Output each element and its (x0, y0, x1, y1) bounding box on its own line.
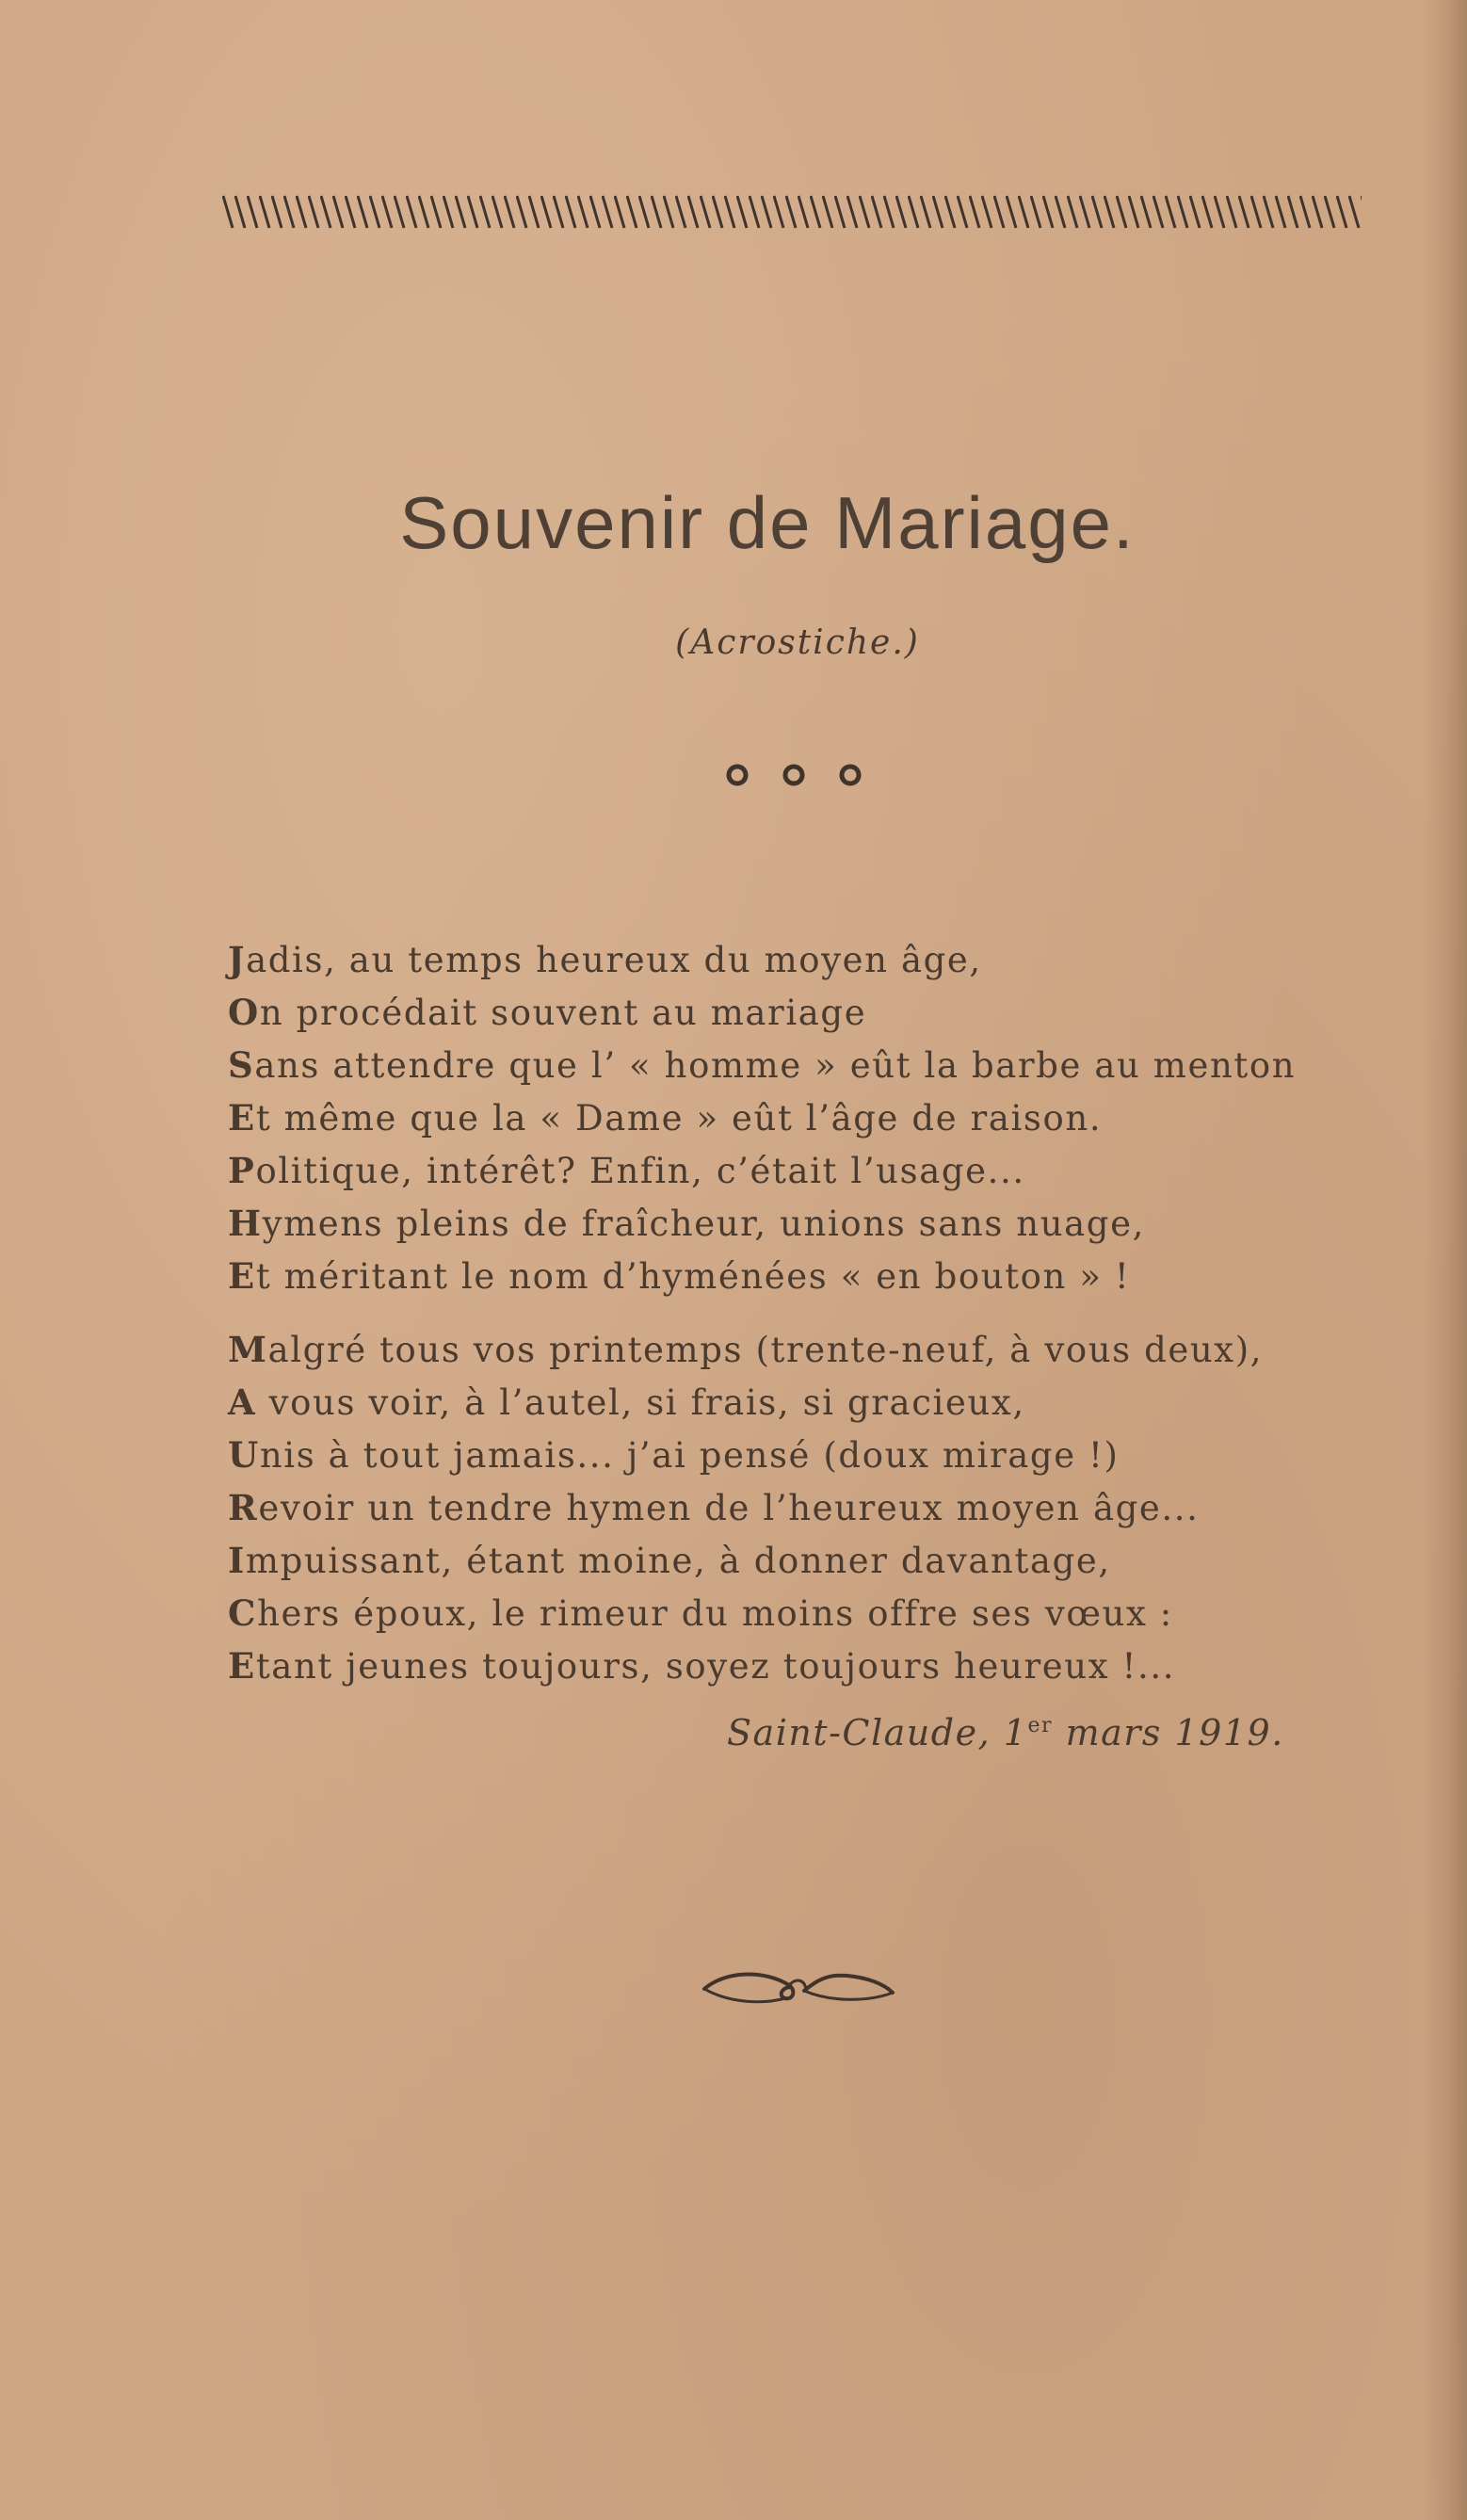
acrostic-initial: O (228, 992, 260, 1033)
poem-line (228, 1481, 1405, 1534)
closing-flourish-ornament (699, 1963, 898, 2013)
acrostic-initial: S (228, 1044, 255, 1086)
line-text: vous voir, à l’autel, si frais, si gracieux, (256, 1382, 1025, 1423)
poem-line (228, 1587, 1405, 1640)
line-text: algré tous vos printemps (trente-neuf, à vous deux), (267, 1330, 1264, 1370)
acrostic-initial: E (228, 1255, 256, 1297)
date-suffix: mars 1919. (1052, 1712, 1284, 1753)
poem-stanza-1 (228, 933, 1405, 1302)
acrostic-initial: P (228, 1150, 256, 1191)
place-and-date (727, 1712, 1284, 1753)
line-text: tant jeunes toujours, soyez toujours heureux !... (255, 1646, 1176, 1687)
line-text: nis à tout jamais... j’ai pensé (doux mirage !) (259, 1435, 1120, 1476)
line-text: ans attendre que l’ « homme » eût la barbe au menton (254, 1045, 1297, 1086)
line-text: ymens pleins de fraîcheur, unions sans nuage, (262, 1203, 1145, 1244)
line-text: olitique, intérêt? Enfin, c’était l’usage... (255, 1151, 1025, 1191)
ordinal-superscript: er (1027, 1714, 1053, 1737)
line-text: adis, au temps heureux du moyen âge, (246, 940, 982, 980)
acrostic-initial: U (228, 1434, 260, 1476)
line-text: t méritant le nom d’hyménées « en bouton » ! (255, 1256, 1131, 1297)
acrostic-initial: E (228, 1645, 256, 1687)
acrostic-initial: H (228, 1203, 263, 1244)
acrostic-initial: A (228, 1381, 257, 1423)
acrostic-initial: M (228, 1329, 268, 1370)
acrostic-initial: E (228, 1097, 256, 1139)
three-circles-ornament (723, 761, 874, 789)
line-text: t même que la « Dame » eût l’âge de raison. (255, 1098, 1103, 1139)
poem-line (228, 1323, 1405, 1376)
line-text: n procédait souvent au mariage (259, 993, 867, 1033)
acrostic-initial: I (228, 1540, 246, 1581)
page-title: Souvenir de Mariage. (399, 481, 1136, 564)
acrostic-initial: C (228, 1592, 258, 1634)
hatched-rule-ornament (222, 194, 1362, 230)
poem-line (228, 1197, 1405, 1250)
poem-line (228, 1039, 1405, 1091)
poem-line (228, 1091, 1405, 1144)
poem-line (228, 1429, 1405, 1481)
acrostic-initial: R (228, 1487, 259, 1528)
poem-stanza-2 (228, 1323, 1405, 1692)
poem-line (228, 1376, 1405, 1429)
subtitle: (Acrostiche.) (675, 623, 920, 662)
poem-line (228, 986, 1405, 1039)
line-text: hers époux, le rimeur du moins offre ses vœux : (257, 1593, 1173, 1634)
poem-line (228, 1250, 1405, 1302)
poem-line (228, 933, 1405, 986)
poem-line (228, 1640, 1405, 1692)
line-text: mpuissant, étant moine, à donner davantage, (245, 1541, 1111, 1581)
line-text: evoir un tendre hymen de l’heureux moyen âge... (258, 1488, 1200, 1528)
acrostic-initial: J (228, 939, 247, 980)
poem-line (228, 1534, 1405, 1587)
place-date-prefix: Saint-Claude, 1 (727, 1712, 1028, 1753)
poem-line (228, 1144, 1405, 1197)
page-edge-shadow (1422, 0, 1467, 2520)
